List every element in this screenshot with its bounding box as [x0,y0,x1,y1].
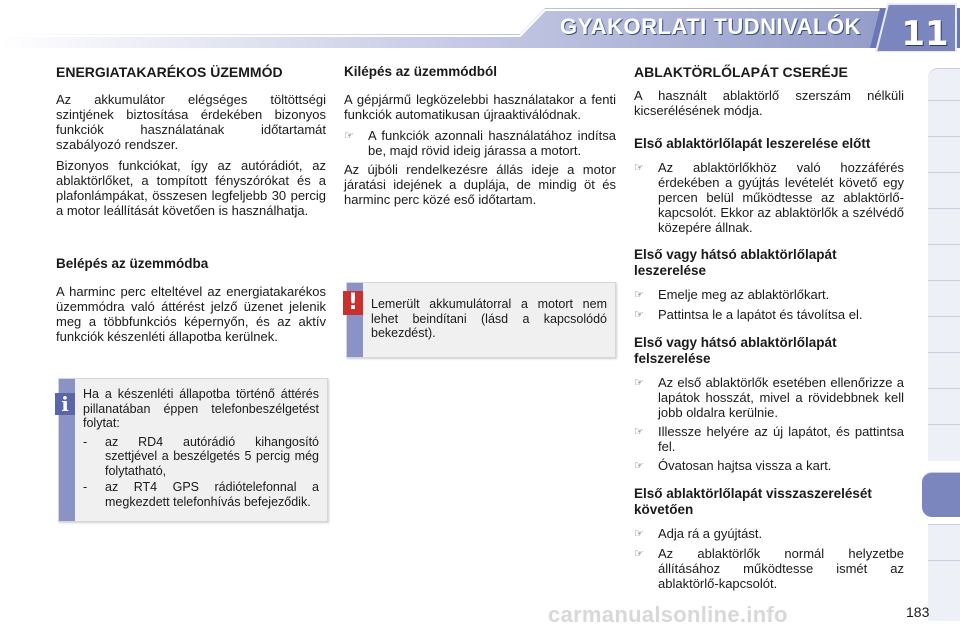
info-box-content [83,387,319,511]
column-enter-mode [56,256,326,350]
info-box-intro: Ha a készenléti állapotba történő áttérés pillanatában éppen telefonbeszélgetést folytat: [83,387,319,430]
bullet-text: Illessze helyére az új lapátot, és pattintsa fel. [658,424,904,454]
paragraph: Az újbóli rendelkezésre állás ideje a motor járatási idejének a duplája, de mindig öt és harminc perc közé eső időtartam. [344,162,616,207]
side-tab[interactable] [928,280,960,317]
warning-text: Lemerült akkumulátorral a motort nem lehet beindítani (lásd a kapcsolódó bekezdést). [371,297,607,340]
bullet-item [634,424,904,454]
side-tab[interactable] [928,136,960,173]
bullet-item [634,160,904,235]
bullet-text: Emelje meg az ablaktörlőkart. [658,287,830,302]
list-item-text: az RT4 GPS rádiótelefonnal a megkezdett telefonhívás befejeződik. [105,480,319,509]
side-tab-strip [928,68,960,628]
pointing-hand-icon: ☞ [634,460,644,472]
paragraph: A harminc perc elteltével az energiatakarékos üzemmódra való áttérést jelző üzenet jelenik meg a többfunkciós képernyőn, és az aktív funkciók készenléti állapotba kerülnek. [56,284,326,344]
bullet-item [634,526,904,542]
column-energy-saving [56,64,326,224]
section-heading: ABLAKTÖRLŐLAPÁT CSERÉJE [634,64,848,80]
warning-box-content [371,297,607,347]
pointing-hand-icon: ☞ [344,130,354,142]
list-dash: - [83,434,88,449]
bullet-text: Óvatosan hajtsa vissza a kart. [658,458,832,473]
list-item-text: az RD4 autórádió kihangosító szettjével a beszélgetés 5 percig még folytatható, [105,434,319,478]
side-tab[interactable] [928,560,960,621]
bullet-item [344,128,616,158]
info-icon: i [55,393,75,415]
info-box [58,378,328,522]
paragraph: A gépjármű legközelebbi használatakor a fenti funkciók automatikusan újraaktiválódnak. [344,92,616,122]
bullet-text: Az ablaktörlőkhöz való hozzáférés érdekében a gyújtás levételét követő egy percen belül működtesse az ablaktörlő-kapcsolót. Ekkor az ablaktörlők a szélvédő közepére állnak. [658,160,904,235]
pointing-hand-icon: ☞ [634,289,644,301]
subsection-heading: Első vagy hátsó ablaktörlőlapát leszerelése [634,247,837,278]
pointing-hand-icon: ☞ [634,548,644,560]
bullet-text: Pattintsa le a lapátot és távolítsa el. [658,307,863,322]
bullet-text: Az első ablaktörlők esetében ellenőrizze a lapátok hosszát, mivel a rövidebbnek kell jobb oldalra kerülnie. [658,375,904,420]
page-number: 183 [906,604,930,620]
chapter-number: 11 [901,14,949,54]
pointing-hand-icon: ☞ [634,377,644,389]
side-tab[interactable] [928,388,960,425]
list-item [83,480,319,509]
side-tab[interactable] [928,524,960,561]
bullet-item [634,546,904,591]
subsection-heading: Első vagy hátsó ablaktörlőlapát felszerelése [634,335,837,366]
subsection-heading: Első ablaktörlőlapát leszerelése előtt [634,136,871,151]
side-tab[interactable] [928,244,960,281]
pointing-hand-icon: ☞ [634,426,644,438]
header-title: GYAKORLATI TUDNIVALÓK [560,14,861,39]
side-tab[interactable] [928,352,960,389]
paragraph: Az akkumulátor elégséges töltöttségi szintjének biztosítása érdekében bizonyos funkciók használatának időtartamát szabályozó rendszer. [56,92,326,152]
subsection-heading: Kilépés az üzemmódból [344,64,498,79]
warning-icon: ! [343,291,363,315]
watermark: carmanualsonline.info [548,602,788,627]
subsection-heading: Első ablaktörlőlapát visszaszerelését követően [634,486,872,517]
list-item [83,435,319,479]
column-exit-mode [344,64,616,213]
bullet-item [634,458,904,474]
pointing-hand-icon: ☞ [634,528,644,540]
bullet-text: A funkciók azonnali használatához indítsa be, majd rövid ideig járassa a motort. [368,128,616,158]
bullet-item [634,375,904,420]
side-tab-active[interactable] [922,472,960,517]
warning-box [346,282,616,358]
side-tab[interactable] [928,68,960,101]
side-tab[interactable] [928,172,960,209]
pointing-hand-icon: ☞ [634,162,644,174]
side-tab[interactable] [928,316,960,353]
pointing-hand-icon: ☞ [634,309,644,321]
bullet-text: Az ablaktörlők normál helyzetbe állításához működtesse ismét az ablaktörlő-kapcsolót. [658,546,904,591]
paragraph: A használt ablaktörlő szerszám nélküli kicserélésének módja. [634,88,904,118]
section-heading: ENERGIATAKARÉKOS ÜZEMMÓD [56,64,283,80]
list-dash: - [83,480,88,494]
side-tab[interactable] [928,100,960,137]
column-wiper-replacement [634,64,904,595]
bullet-text: Adja rá a gyújtást. [658,526,763,541]
side-tab[interactable] [928,424,960,461]
subsection-heading: Belépés az üzemmódba [56,256,209,271]
side-tab[interactable] [928,208,960,245]
bullet-item [634,287,904,303]
bullet-item [634,307,904,323]
paragraph: Bizonyos funkciókat, így az autórádiót, az ablaktörlőket, a tompított fényszórókat és a plafonlámpákat, összesen legfeljebb 30 percig a motor leállítását követően is használhatja. [56,158,326,218]
